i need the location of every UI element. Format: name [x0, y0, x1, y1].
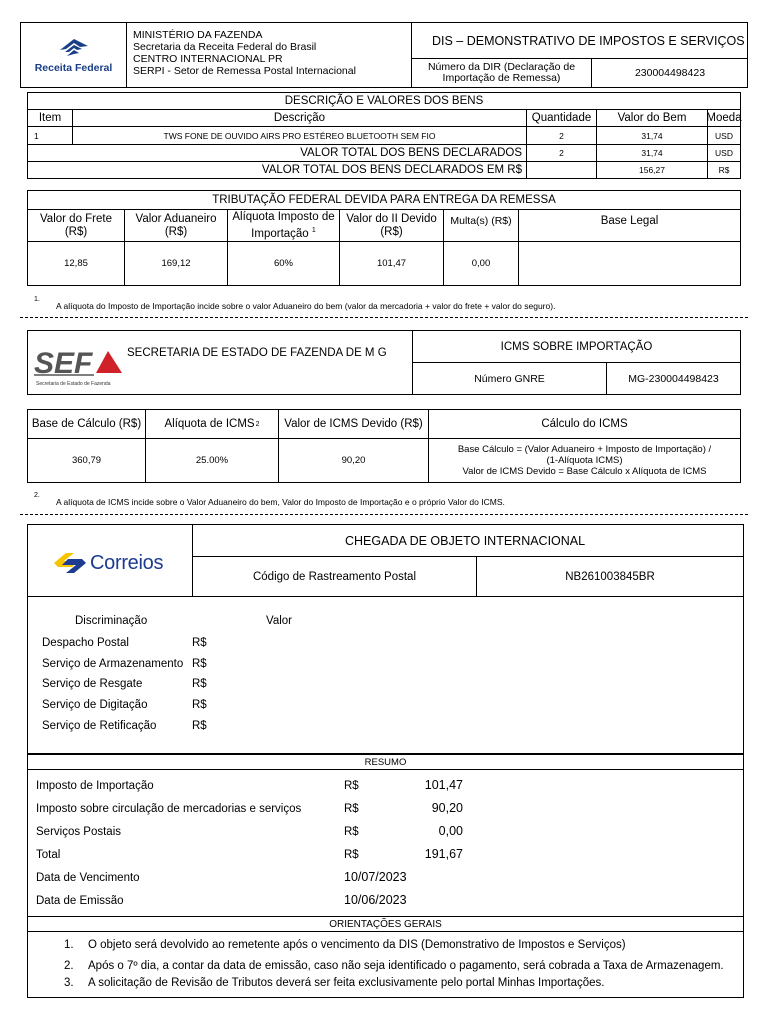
rf-org-info [126, 23, 431, 87]
footnote-2-number: 2. [34, 492, 40, 499]
arrival-title: CHEGADA DE OBJETO INTERNACIONAL [192, 525, 743, 557]
goods-row-quantity: 2 [526, 127, 596, 145]
goods-row-value: 31,74 [596, 127, 707, 145]
freight-header-line2: (R$) [64, 225, 88, 238]
fines-header: Multa(s) (R$) [443, 210, 518, 242]
goods-row-currency: USD [707, 127, 740, 145]
sef-logo [32, 345, 124, 385]
summary-row-value: 101,47 [424, 778, 463, 792]
federal-tax-table [27, 190, 741, 286]
ii-rate-value: 60% [227, 242, 339, 285]
legal-basis-value [518, 242, 740, 285]
icms-table [27, 409, 741, 483]
total-declared-label: VALOR TOTAL DOS BENS DECLARADOS [28, 145, 526, 162]
service-currency: R$ [192, 699, 207, 711]
guideline-text: Após o 7º dia, a contar da data de emissão, caso não seja identificado o pagamento, será cobrada a Taxa de Armazenagem. [88, 960, 724, 972]
sef-header [27, 330, 741, 395]
summary-row-label: Data de Emissão [36, 895, 124, 907]
svg-text:SEF: SEF [34, 347, 93, 379]
summary-title: RESUMO [28, 755, 743, 770]
dir-label [411, 59, 591, 87]
summary-row-label: Total [36, 849, 61, 861]
tracking-label: Código de Rastreamento Postal [192, 557, 476, 597]
doc-title: DIS – DEMONSTRATIVO DE IMPOSTOS E SERVIÇOS [411, 23, 748, 59]
ii-due-header-line2: (R$) [380, 225, 403, 238]
customs-header-line2: (R$) [164, 225, 188, 238]
gnre-label: Número GNRE [412, 363, 606, 394]
rf-logo-text: Receita Federal [34, 62, 113, 74]
customs-value: 169,12 [124, 242, 227, 285]
icms-base-header: Base de Cálculo (R$) [28, 410, 145, 439]
service-currency: R$ [192, 678, 207, 690]
service-value-header: Valor [266, 615, 292, 627]
goods-title: DESCRIÇÃO E VALORES DOS BENS [28, 93, 740, 110]
correios-logo-icon [52, 549, 88, 577]
goods-header-description: Descrição [72, 110, 526, 127]
sef-logo-subtitle: Secretaria de Estado de Fazenda [36, 381, 111, 387]
sector-name: SERPI - Setor de Remessa Postal Internacional [133, 65, 356, 77]
ii-due-header-line1: Valor do II Devido [346, 212, 437, 225]
ii-rate-header-line1: Alíquota Imposto de [232, 210, 335, 223]
total-declared-currency: USD [707, 145, 740, 162]
footnote-2-marker: 2 [255, 420, 260, 428]
icms-rate-header-text: Alíquota de ICMS [164, 418, 255, 430]
customs-header [124, 210, 227, 242]
footnote-1-marker: 1 [311, 226, 316, 234]
total-declared-value: 31,74 [596, 145, 707, 162]
dir-label-line2: Importação de Remessa) [442, 72, 561, 84]
summary-row-currency: R$ [344, 780, 359, 792]
guideline-number: 1. [64, 939, 74, 951]
receita-federal-emblem-icon [57, 36, 91, 60]
goods-row-description: TWS FONE DE OUVIDO AIRS PRO ESTÉREO BLUETOOTH SEM FIO [72, 127, 526, 145]
total-brl-value: 156,27 [596, 162, 707, 178]
customs-header-line1: Valor Aduaneiro [135, 212, 217, 225]
ministry-name: MINISTÉRIO DA FAZENDA [133, 29, 263, 41]
footnote-1-text: A alíquota do Imposto de Importação incide sobre o valor Aduaneiro do bem (valor da mercadoria + valor do frete + valor do seguro). [56, 301, 556, 311]
correios-logo [52, 543, 202, 583]
discrimination-header: Discriminação [75, 615, 148, 627]
ii-rate-header-line2 [251, 224, 316, 241]
sef-logo-icon [32, 345, 124, 379]
freight-header-line1: Valor do Frete [39, 212, 112, 225]
goods-header-item: Item [28, 110, 72, 127]
icms-import-title: ICMS SOBRE IMPORTAÇÃO [412, 331, 740, 363]
tracking-code: NB261003845BR [476, 557, 743, 597]
icms-calc-line3: Valor de ICMS Devido = Base Cálculo x Alíquota de ICMS [462, 466, 707, 477]
ii-due-value: 101,47 [339, 242, 443, 285]
dir-label-line1: Número da DIR (Declaração de [427, 61, 576, 73]
service-label: Despacho Postal [42, 637, 129, 649]
summary-row-currency: R$ [344, 826, 359, 838]
icms-rate-value: 25.00% [145, 439, 278, 482]
guidelines-title: ORIENTAÇÕES GERAIS [28, 916, 743, 932]
service-label: Serviço de Armazenamento [42, 658, 184, 670]
footnote-2-text: A alíquota de ICMS incide sobre o Valor Aduaneiro do bem, Valor do Imposto de Importação e o próprio Valor do ICMS. [56, 497, 505, 507]
secretariat-name: Secretaria da Receita Federal do Brasil [133, 41, 317, 53]
correios-logo-divider [28, 596, 192, 597]
icms-calc-line1: Base Cálculo = (Valor Aduaneiro + Imposto de Importação) / [457, 444, 712, 455]
legal-basis-header: Base Legal [518, 210, 740, 242]
goods-row-item: 1 [28, 127, 72, 145]
footnote-1-number: 1. [34, 296, 40, 303]
summary-row-label: Imposto sobre circulação de mercadorias e serviços [36, 803, 302, 815]
guideline-number: 2. [64, 960, 74, 972]
center-name: CENTRO INTERNACIONAL PR [133, 53, 283, 65]
icms-calc-formula [428, 439, 740, 482]
summary-row-label: Data de Vencimento [36, 872, 140, 884]
icms-due-header: Valor de ICMS Devido (R$) [278, 410, 428, 439]
icms-calc-line2: (1-Alíquota ICMS) [546, 455, 623, 466]
service-currency: R$ [192, 658, 207, 670]
total-brl-spacer [526, 162, 596, 178]
icms-due-value: 90,20 [278, 439, 428, 482]
rf-header [20, 22, 748, 88]
cut-line-2 [20, 514, 748, 515]
freight-header [28, 210, 124, 242]
rf-logo [21, 23, 126, 87]
summary-row-value: 191,67 [424, 847, 463, 861]
summary-section [27, 754, 744, 998]
total-brl-currency: R$ [707, 162, 740, 178]
service-label: Serviço de Retificação [42, 720, 157, 732]
summary-row-value: 90,20 [431, 801, 463, 815]
service-label: Serviço de Digitação [42, 699, 148, 711]
service-currency: R$ [192, 637, 207, 649]
sef-secretariat: SECRETARIA DE ESTADO DE FAZENDA DE M G [127, 347, 387, 359]
total-brl-label: VALOR TOTAL DOS BENS DECLARADOS EM R$ [261, 164, 522, 176]
ii-due-header [339, 210, 443, 242]
federal-tax-title: TRIBUTAÇÃO FEDERAL DEVIDA PARA ENTREGA DA REMESSA [28, 191, 740, 210]
goods-header-quantity: Quantidade [526, 110, 596, 127]
summary-row-value: 0,00 [438, 824, 463, 838]
goods-table [27, 92, 741, 179]
icms-base-value: 360,79 [71, 455, 102, 466]
dir-number: 230004498423 [591, 59, 748, 87]
issue-date-value: 10/06/2023 [344, 893, 407, 907]
goods-header-value: Valor do Bem [596, 110, 707, 127]
total-declared-quantity: 2 [526, 145, 596, 162]
correios-section [27, 524, 744, 754]
summary-row-currency: R$ [344, 849, 359, 861]
due-date-value: 10/07/2023 [344, 870, 407, 884]
guideline-text: A solicitação de Revisão de Tributos deverá ser feita exclusivamente pelo portal Minhas Importações. [88, 977, 605, 989]
ii-rate-header-line2-text: Importação [251, 227, 309, 240]
correios-logo-text: Correios [90, 551, 164, 574]
ii-rate-header [227, 210, 339, 242]
summary-row-label: Serviços Postais [36, 826, 122, 838]
goods-header-currency: Moeda [707, 110, 740, 127]
summary-row-label: Imposto de Importação [36, 780, 154, 792]
summary-row-currency: R$ [344, 803, 359, 815]
icms-rate-header [145, 410, 278, 439]
icms-calc-header: Cálculo do ICMS [428, 410, 740, 439]
fines-value: 0,00 [443, 242, 518, 285]
guideline-number: 3. [64, 977, 74, 989]
cut-line-1 [20, 317, 748, 318]
freight-value: 12,85 [64, 258, 88, 269]
service-label: Serviço de Resgate [42, 678, 143, 690]
gnre-number: MG-230004498423 [606, 363, 740, 394]
guideline-text: O objeto será devolvido ao remetente após o vencimento da DIS (Demonstrativo de Impostos e Serviços) [88, 939, 626, 951]
service-currency: R$ [192, 720, 207, 732]
